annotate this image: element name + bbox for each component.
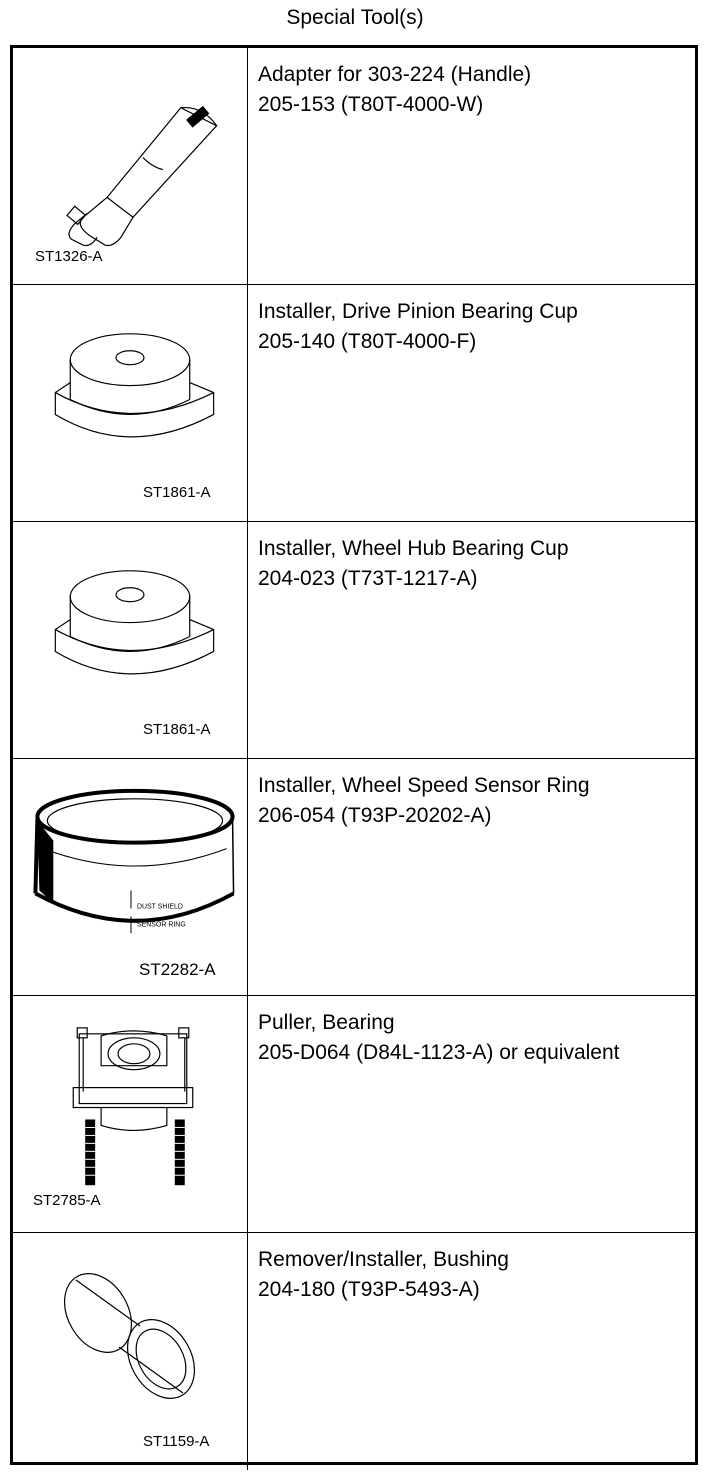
tool-image-code: ST2282-A xyxy=(139,960,216,979)
tool-number: 205-140 (T80T-4000-F) xyxy=(258,330,477,353)
table-row xyxy=(13,1233,695,1470)
tool-description xyxy=(258,534,698,594)
tool-image-code: ST1326-A xyxy=(35,248,103,265)
table-row xyxy=(13,522,695,759)
tool-image-code: ST1159-A xyxy=(143,1433,210,1450)
bearing-cup-installer-icon xyxy=(13,285,247,521)
svg-text:DUST SHIELD: DUST SHIELD xyxy=(136,903,183,911)
table-row xyxy=(13,285,695,522)
table-row xyxy=(13,996,695,1233)
tool-description xyxy=(258,1008,698,1068)
table-row xyxy=(13,759,695,996)
tool-image-cell xyxy=(13,48,248,284)
bearing-cup-installer-icon xyxy=(13,522,247,758)
tool-number: 204-023 (T73T-1217-A) xyxy=(258,567,478,590)
special-tools-table xyxy=(10,45,698,1465)
tool-image-cell xyxy=(13,996,248,1232)
tool-name: Adapter for 303-224 (Handle) xyxy=(258,63,532,86)
tool-number: 204-180 (T93P-5493-A) xyxy=(258,1278,480,1301)
tool-description xyxy=(258,297,698,357)
tool-name: Puller, Bearing xyxy=(258,1011,395,1034)
tool-image-code: ST2785-A xyxy=(33,1192,101,1209)
tool-description xyxy=(258,1245,698,1305)
tool-image-code: ST1861-A xyxy=(143,721,211,738)
table-row xyxy=(13,48,695,285)
svg-text:SENSOR RING: SENSOR RING xyxy=(136,921,186,929)
tool-name: Remover/Installer, Bushing xyxy=(258,1248,509,1271)
page-title: Special Tool(s) xyxy=(286,6,424,29)
tool-image-cell xyxy=(13,285,248,521)
tool-name: Installer, Drive Pinion Bearing Cup xyxy=(258,300,578,323)
tool-image-cell xyxy=(13,1233,248,1470)
tool-name: Installer, Wheel Hub Bearing Cup xyxy=(258,537,569,560)
tool-image-code: ST1861-A xyxy=(143,484,211,501)
tool-number: 205-153 (T80T-4000-W) xyxy=(258,93,484,116)
tool-number: 205-D064 (D84L-1123-A) or equivalent xyxy=(258,1041,620,1064)
tool-number: 206-054 (T93P-20202-A) xyxy=(258,804,492,827)
tool-description xyxy=(258,771,698,831)
tool-image-cell xyxy=(13,522,248,758)
tool-image-cell xyxy=(13,759,248,995)
tool-name: Installer, Wheel Speed Sensor Ring xyxy=(258,774,590,797)
tool-description xyxy=(258,60,698,120)
bushing-tool-icon xyxy=(13,1233,247,1470)
